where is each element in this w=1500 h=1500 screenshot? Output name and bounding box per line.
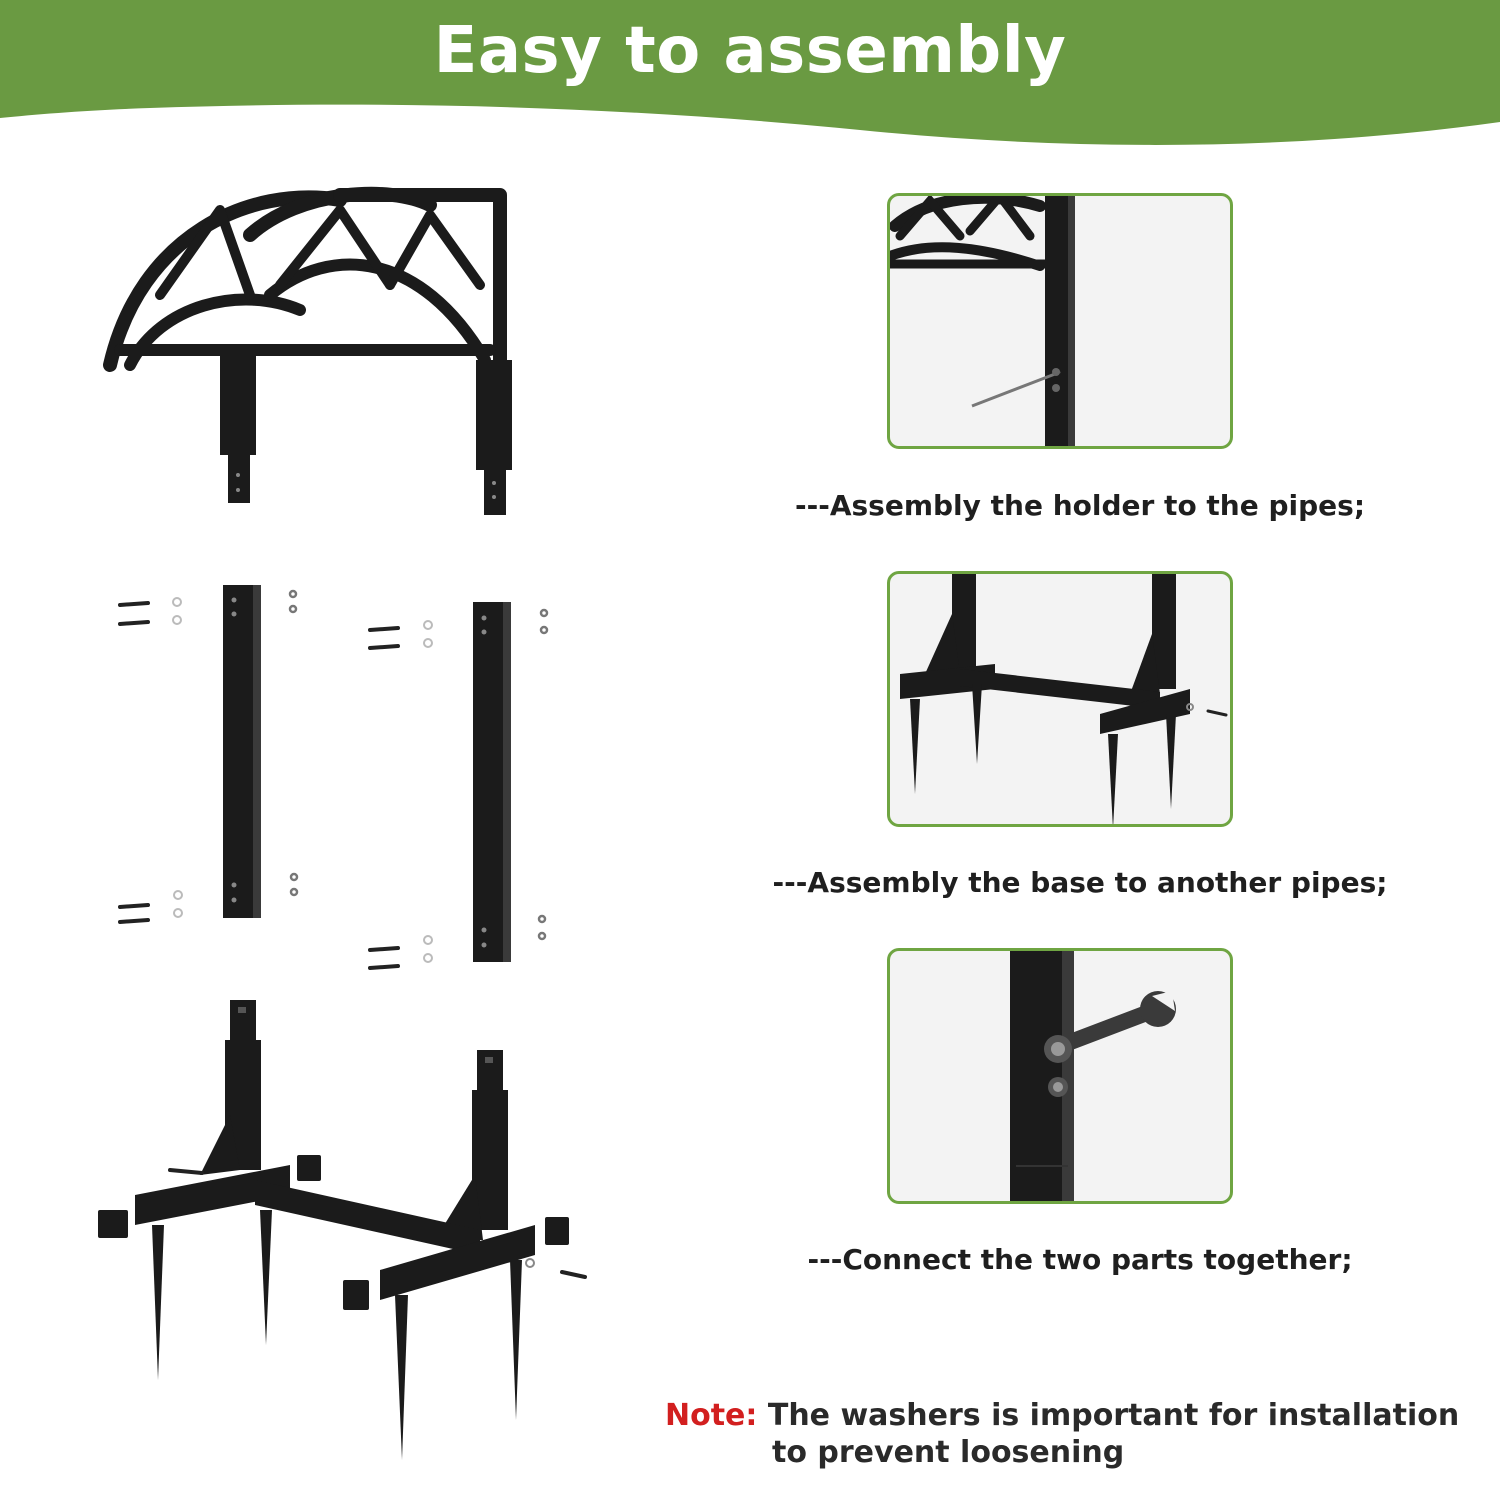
- step-1-caption: ---Assembly the holder to the pipes;: [794, 489, 1366, 522]
- hose-holder-icon: [100, 175, 530, 525]
- page-title: Easy to assembly: [433, 14, 1067, 88]
- pipe-icon: [110, 580, 570, 980]
- note-line-1: [665, 1398, 1485, 1433]
- note-block: [665, 1398, 1485, 1470]
- base-stand-icon: [890, 574, 1230, 824]
- wrench-icon: [890, 951, 1230, 1201]
- step-3-panel: [887, 948, 1233, 1204]
- base-stand-icon: [90, 995, 600, 1465]
- note-label: Note:: [665, 1398, 758, 1433]
- note-text-2: to prevent loosening: [772, 1435, 1125, 1470]
- note-text-1: The washers is important for installation: [767, 1398, 1460, 1433]
- step-2-panel: [887, 571, 1233, 827]
- step-1-panel: [887, 193, 1233, 449]
- step-2-caption: ---Assembly the base to another pipes;: [772, 866, 1388, 899]
- allen-key-icon: [890, 196, 1230, 446]
- washer-icon: [173, 598, 432, 962]
- step-3-caption: ---Connect the two parts together;: [807, 1243, 1353, 1276]
